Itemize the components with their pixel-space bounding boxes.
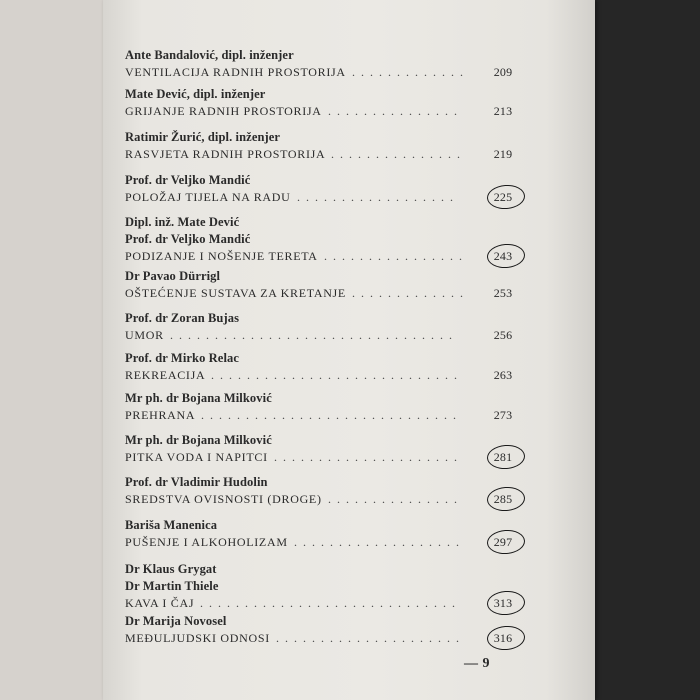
entry-page-number: 263 — [493, 368, 513, 382]
entry-title: RASVJETA RADNIH PROSTORIJA — [125, 147, 326, 161]
leader-dots: ..................... — [276, 631, 465, 645]
entry-title-line — [125, 407, 525, 424]
entry-title: SREDSTVA OVISNOSTI (DROGE) — [125, 492, 322, 506]
entry-title-line — [125, 491, 525, 508]
entry-title: MEĐULJUDSKI ODNOSI — [125, 631, 270, 645]
entry-title-line — [125, 630, 525, 647]
entry-page-number: 297 — [493, 535, 513, 549]
toc-entry — [125, 86, 525, 120]
entry-title: GRIJANJE RADNIH PROSTORIJA — [125, 104, 322, 118]
toc-entry — [125, 390, 525, 424]
entry-title-line — [125, 367, 525, 384]
entry-author: Prof. dr Veljko Mandić — [125, 173, 251, 187]
toc-entry — [125, 432, 525, 466]
entry-page-number: 213 — [493, 104, 513, 118]
toc-entry — [125, 310, 525, 344]
entry-page-number: 219 — [493, 147, 513, 161]
leader-dots: ............................. — [201, 408, 462, 422]
entry-author: Dr Marija Novosel — [125, 614, 227, 628]
entry-title-line — [125, 64, 525, 81]
leader-dots: ............... — [328, 104, 463, 118]
leader-dots: ............. — [352, 286, 469, 300]
entry-author: Dr Pavao Dürrigl — [125, 269, 221, 283]
toc-entry — [125, 268, 525, 302]
entry-page-number: 285 — [493, 492, 513, 506]
entry-title: PITKA VODA I NAPITCI — [125, 450, 268, 464]
leader-dots: .................. — [297, 190, 459, 204]
entry-author: Prof. dr Vladimir Hudolin — [125, 475, 268, 489]
entry-page-number: 243 — [493, 249, 513, 263]
entry-author: Dr Klaus Grygat — [125, 562, 217, 576]
leader-dots: ............. — [352, 65, 469, 79]
entry-page-number: 313 — [493, 596, 513, 610]
entry-title: PUŠENJE I ALKOHOLIZAM — [125, 535, 288, 549]
entry-author: Ante Bandalović, dipl. inženjer — [125, 48, 294, 62]
entry-title: PODIZANJE I NOŠENJE TERETA — [125, 249, 318, 263]
entry-title-line — [125, 449, 525, 466]
leader-dots: ............................. — [200, 596, 461, 610]
entry-author: Prof. dr Veljko Mandić — [125, 232, 251, 246]
toc-entry — [125, 561, 525, 612]
entry-author: Ratimir Žurić, dipl. inženjer — [125, 130, 281, 144]
toc-entry — [125, 129, 525, 163]
entry-title: KAVA I ČAJ — [125, 596, 195, 610]
page-number-footer: — 9 — [464, 656, 490, 671]
toc-entry — [125, 350, 525, 384]
entry-author: Prof. dr Zoran Bujas — [125, 311, 240, 325]
toc-entry — [125, 214, 525, 265]
entry-title: POLOŽAJ TIJELA NA RADU — [125, 190, 291, 204]
leader-dots: ................... — [294, 535, 465, 549]
entry-title-line — [125, 146, 525, 163]
leader-dots: ................................ — [170, 328, 458, 342]
background-left — [0, 0, 105, 700]
toc-entry — [125, 172, 525, 206]
entry-title: UMOR — [125, 328, 164, 342]
entry-title: REKREACIJA — [125, 368, 206, 382]
entry-title-line — [125, 248, 525, 265]
entry-page-number: 273 — [493, 408, 513, 422]
entry-author: Mr ph. dr Bojana Milković — [125, 391, 272, 405]
leader-dots: ............... — [331, 147, 466, 161]
entry-title-line — [125, 327, 525, 344]
toc-entry — [125, 613, 525, 647]
entry-title-line — [125, 595, 525, 612]
entry-page-number: 281 — [493, 450, 513, 464]
leader-dots: ................ — [324, 249, 468, 263]
toc-entry — [125, 47, 525, 81]
entry-page-number: 253 — [493, 286, 513, 300]
entry-title: OŠTEĆENJE SUSTAVA ZA KRETANJE — [125, 286, 346, 300]
entry-author: Mate Dević, dipl. inženjer — [125, 87, 266, 101]
entry-title-line — [125, 285, 525, 302]
toc-entry — [125, 474, 525, 508]
entry-page-number: 256 — [493, 328, 513, 342]
entry-author: Bariša Manenica — [125, 518, 218, 532]
entry-title-line — [125, 189, 525, 206]
entry-page-number: 225 — [493, 190, 513, 204]
background-right — [592, 0, 700, 700]
entry-author: Mr ph. dr Bojana Milković — [125, 433, 272, 447]
leader-dots: ............................ — [211, 368, 463, 382]
toc-entry — [125, 517, 525, 551]
entry-title-line — [125, 534, 525, 551]
entry-title: VENTILACIJA RADNIH PROSTORIJA — [125, 65, 346, 79]
entry-page-number: 209 — [493, 65, 513, 79]
entry-title: PREHRANA — [125, 408, 196, 422]
entry-page-number: 316 — [493, 631, 513, 645]
entry-title-line — [125, 103, 525, 120]
entry-author: Prof. dr Mirko Relac — [125, 351, 240, 365]
leader-dots: ..................... — [274, 450, 463, 464]
entry-author: Dipl. inž. Mate Dević — [125, 215, 240, 229]
entry-author: Dr Martin Thiele — [125, 579, 219, 593]
leader-dots: ............... — [328, 492, 463, 506]
